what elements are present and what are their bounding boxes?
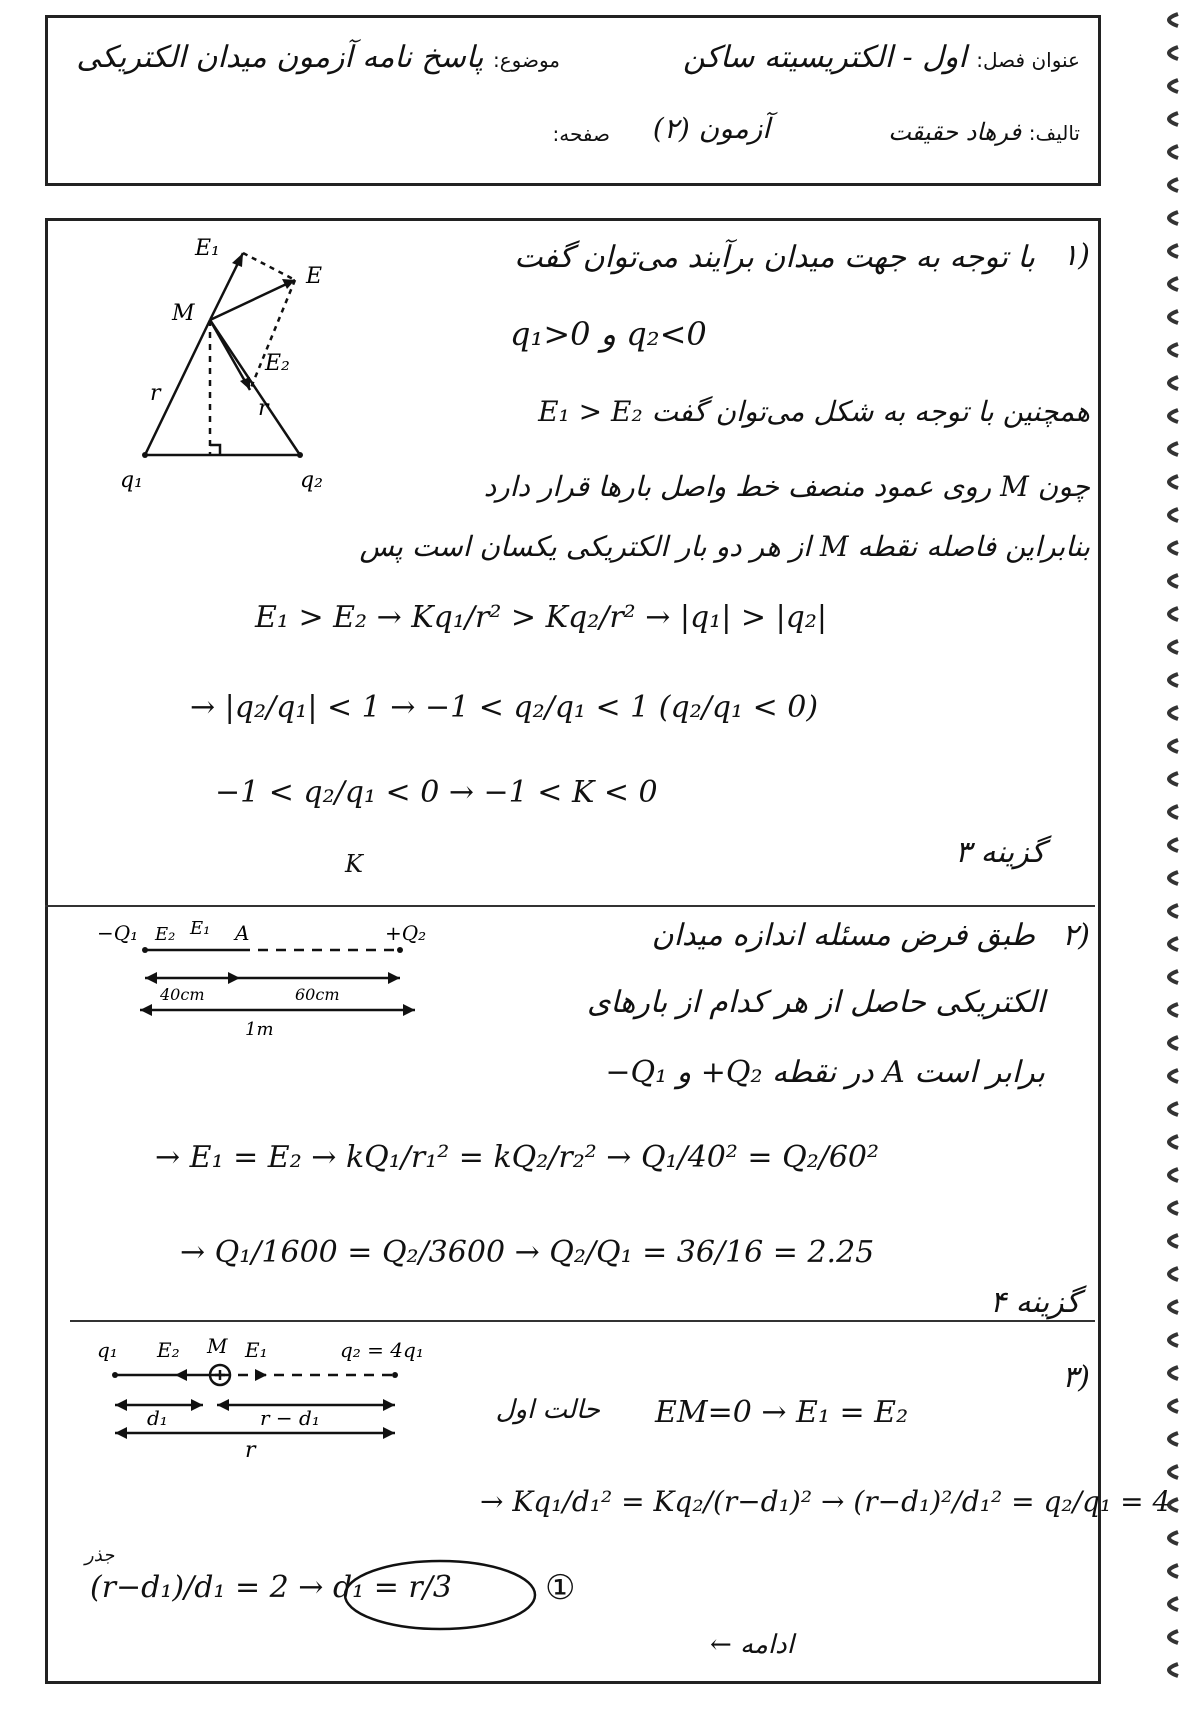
q3-root-label: جذر: [85, 1545, 115, 1566]
spiral-ring: [1169, 542, 1178, 554]
spiral-ring: [1169, 608, 1178, 620]
q3-number: ۳): [1062, 1360, 1090, 1395]
spiral-ring: [1169, 47, 1178, 59]
q3-circled-number: ①: [545, 1568, 576, 1608]
q1-diagram-M-label: M: [172, 301, 195, 326]
q2-diagram-E1-label: E₁: [190, 918, 211, 939]
spiral-ring: [1169, 905, 1178, 917]
spiral-ring: [1169, 1103, 1178, 1115]
author-field: [888, 118, 1080, 146]
q1-diagram-r2-label: r: [258, 396, 269, 421]
chapter-value: اول - الکتریسیته ساکن: [683, 40, 967, 75]
spiral-ring: [1169, 938, 1178, 950]
q2-number: ۲): [1062, 918, 1090, 953]
spiral-ring: [1169, 14, 1178, 26]
q1-eq1: E₁ > E₂ → Kq₁/r² > Kq₂/r² → |q₁| > |q₂|: [255, 600, 828, 635]
q3-diagram: [95, 1325, 435, 1460]
spiral-ring: [1169, 509, 1178, 521]
q1-answer: گزینه ۳: [955, 835, 1045, 870]
separator-q1-q2: [45, 905, 1095, 907]
spiral-ring: [1169, 674, 1178, 686]
topic-value: پاسخ نامه آزمون میدان الکتریکی: [76, 40, 484, 75]
q1-eq2: → |q₂/q₁| < 1 → −1 < q₂/q₁ < 1 (q₂/q₁ < 0): [190, 690, 819, 725]
spiral-ring: [1169, 311, 1178, 323]
q1-number: ۱): [1062, 238, 1090, 273]
q1-eq3: −1 < q₂/q₁ < 0 → −1 < K < 0: [215, 775, 658, 810]
spiral-ring: [1169, 1004, 1178, 1016]
q1-line3: همچنین با توجه به شکل می‌توان گفت E₁ > E₂: [538, 395, 1090, 428]
q2-diagram-d1-label: 40cm: [160, 985, 205, 1004]
q2-diagram-d2-label: 60cm: [295, 985, 340, 1004]
topic-field: [76, 40, 560, 75]
q1-diagram-q1-label: q₁: [120, 468, 143, 493]
spiral-ring: [1169, 1169, 1178, 1181]
q3-diagram-d1-label: d₁: [147, 1406, 168, 1430]
q3-diagram-q2-label: q₂ = 4q₁: [340, 1338, 424, 1362]
q3-result-circle: [340, 1555, 540, 1635]
q3-eq2: → Kq₁/d₁² = Kq₂/(r−d₁)² → (r−d₁)²/d₁² = q₂/q₁ = 4: [480, 1485, 1171, 1518]
spiral-ring: [1169, 410, 1178, 422]
spiral-ring: [1169, 113, 1178, 125]
q2-line1: طبق فرض مسئله اندازه میدان: [651, 918, 1035, 953]
exam-number: آزمون (۲): [652, 112, 770, 145]
spiral-ring: [1169, 476, 1178, 488]
q3-case-label: حالت اول: [495, 1395, 600, 1425]
spiral-ring: [1169, 575, 1178, 587]
spiral-ring: [1169, 806, 1178, 818]
q1-diagram-E-label: E: [306, 264, 323, 289]
spiral-ring: [1169, 80, 1178, 92]
spiral-ring: [1169, 839, 1178, 851]
q1-line1: با توجه به جهت میدان برآیند می‌توان گفت: [514, 240, 1035, 275]
spiral-ring: [1169, 179, 1178, 191]
q3-eq1: EM=0 → E₁ = E₂: [655, 1395, 909, 1430]
spiral-ring: [1169, 1268, 1178, 1280]
spiral-ring: [1169, 872, 1178, 884]
author-value: فرهاد حقیقت: [888, 118, 1022, 146]
spiral-ring: [1169, 1367, 1178, 1379]
q1-diagram-r1-label: r: [150, 381, 161, 406]
q2-line3: −Q₁ و +Q₂ در نقطه A برابر است: [605, 1055, 1045, 1090]
spiral-ring: [1169, 1070, 1178, 1082]
q2-diagram-E2-label: E₂: [155, 924, 176, 945]
spiral-binding: [1150, 0, 1190, 1709]
q2-answer: گزینه ۴: [990, 1285, 1080, 1320]
q2-diagram: [95, 910, 435, 1040]
spiral-ring: [1169, 1334, 1178, 1346]
spiral-ring: [1169, 1235, 1178, 1247]
q2-eq1: → E₁ = E₂ → kQ₁/r₁² = kQ₂/r₂² → Q₁/40² = Q₂/60²: [155, 1140, 880, 1175]
spiral-ring: [1169, 146, 1178, 158]
spiral-ring: [1169, 641, 1178, 653]
q1-line4: چون M روی عمود منصف خط واصل بارها قرار دارد: [483, 470, 1090, 503]
spiral-ring: [1169, 1499, 1178, 1511]
q1-diagram-q2-label: q₂: [300, 468, 323, 493]
spiral-ring: [1169, 971, 1178, 983]
q2-line2: الکتریکی حاصل از هر کدام از بارهای: [586, 985, 1045, 1020]
spiral-ring: [1169, 1037, 1178, 1049]
spiral-ring: [1169, 1565, 1178, 1577]
spiral-ring: [1169, 1664, 1178, 1676]
spiral-ring: [1169, 773, 1178, 785]
spiral-ring: [1169, 212, 1178, 224]
q1-diagram: [110, 225, 340, 495]
q3-diagram-r-label: r: [245, 1438, 256, 1460]
spiral-ring: [1169, 1301, 1178, 1313]
spiral-ring: [1169, 740, 1178, 752]
spiral-ring: [1169, 443, 1178, 455]
q3-eq3: (r−d₁)/d₁ = 2 → d₁ = r/3: [90, 1570, 452, 1605]
q2-eq2: → Q₁/1600 = Q₂/3600 → Q₂/Q₁ = 36/16 = 2.25: [180, 1235, 875, 1270]
topic-label: موضوع:: [492, 48, 560, 72]
spiral-ring: [1169, 1136, 1178, 1148]
q1-line5: بنابراین فاصله نقطه M از هر دو بار الکتریکی یکسان است پس: [359, 530, 1090, 563]
chapter-label: عنوان فصل:: [976, 48, 1080, 72]
q2-diagram-Q1-label: −Q₁: [97, 921, 139, 945]
spiral-ring: [1169, 1433, 1178, 1445]
q3-diagram-E2-label: E₂: [157, 1338, 180, 1362]
q1-diagram-E1-label: E₁: [195, 236, 220, 261]
page-label: صفحه:: [552, 122, 610, 146]
q2-diagram-Q2-label: +Q₂: [385, 921, 427, 945]
spiral-ring: [1169, 1532, 1178, 1544]
author-label: تالیف:: [1028, 121, 1080, 145]
chapter-field: [683, 40, 1080, 75]
spiral-ring: [1169, 344, 1178, 356]
spiral-ring: [1169, 707, 1178, 719]
spiral-ring: [1169, 1400, 1178, 1412]
spiral-ring: [1169, 377, 1178, 389]
q3-diagram-rd1-label: r − d₁: [260, 1406, 320, 1430]
spiral-ring: [1169, 1466, 1178, 1478]
q2-diagram-A-label: A: [235, 921, 250, 945]
q3-diagram-E1-label: E₁: [245, 1338, 268, 1362]
spiral-ring: [1169, 278, 1178, 290]
q2-diagram-total-label: 1m: [245, 1019, 274, 1040]
separator-q2-q3: [70, 1320, 1095, 1322]
q3-diagram-q1-label: q₁: [97, 1338, 118, 1362]
q3-diagram-M-label: M: [207, 1334, 228, 1358]
spiral-ring: [1169, 1598, 1178, 1610]
q1-k-label: K: [345, 850, 363, 878]
continue-label: ادامه ←: [710, 1630, 794, 1660]
spiral-ring: [1169, 245, 1178, 257]
spiral-ring: [1169, 1202, 1178, 1214]
spiral-ring: [1169, 1631, 1178, 1643]
q1-line2: q₁>0 و q₂<0: [510, 315, 707, 353]
q1-diagram-E2-label: E₂: [265, 351, 290, 376]
